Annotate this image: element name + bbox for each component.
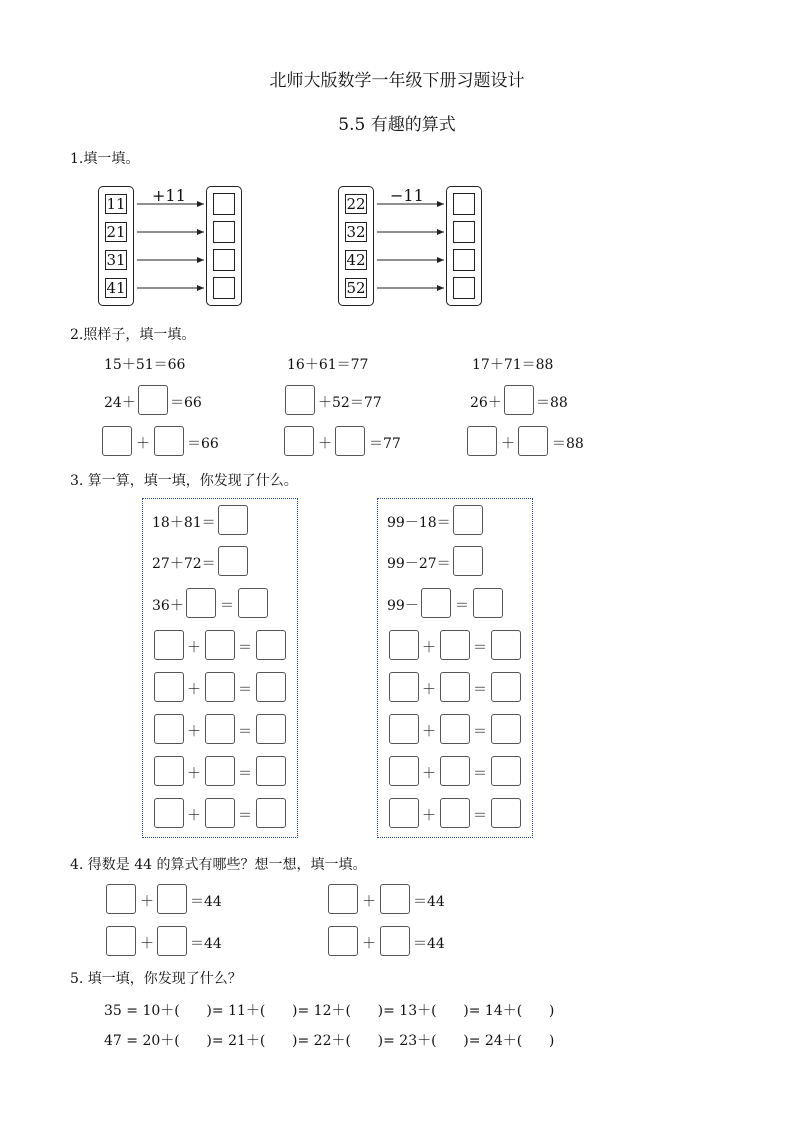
q1-left-input: 31 — [106, 251, 126, 269]
answer-box[interactable] — [186, 588, 216, 618]
equals-sign: ＝ — [238, 766, 252, 782]
answer-box[interactable] — [285, 385, 315, 415]
answer-box[interactable] — [453, 249, 475, 271]
answer-box[interactable] — [154, 672, 184, 702]
plus-sign: ＋ — [422, 808, 436, 824]
page-subtitle: 5.5 有趣的算式 — [338, 115, 456, 135]
q3-equation: 99－27＝ — [387, 556, 451, 572]
q1-left-input: 41 — [106, 279, 126, 297]
plus-sign: ＋ — [501, 436, 515, 452]
answer-box[interactable] — [491, 630, 521, 660]
answer-box[interactable] — [213, 277, 235, 299]
answer-box[interactable] — [389, 630, 419, 660]
answer-box[interactable] — [389, 756, 419, 786]
plus-sign: ＋ — [422, 682, 436, 698]
q4-result: ＝44 — [190, 936, 222, 952]
q3-equation: 27＋72＝ — [152, 556, 216, 572]
q2-result: ＝66 — [187, 436, 219, 452]
answer-box[interactable] — [504, 385, 534, 415]
q1-left-input: 21 — [106, 223, 126, 241]
q1-right-input: 22 — [346, 195, 366, 213]
q1-left-op: +11 — [152, 186, 186, 205]
q1-right-op: −11 — [390, 186, 424, 205]
answer-box[interactable] — [440, 756, 470, 786]
q5-line: 47 = 20＋( )= 21＋( )= 22＋( )= 23＋( )= 24＋( ) — [104, 1033, 555, 1049]
equals-sign: ＝ — [473, 682, 487, 698]
q5-line: 35 = 10＋( )= 11＋( )= 12＋( )= 13＋( )= 14＋( ) — [104, 1003, 555, 1019]
plus-sign: ＋ — [187, 640, 201, 656]
q2-result: ＝77 — [369, 436, 401, 452]
equals-sign: ＝ — [455, 598, 469, 614]
equals-sign: ＝ — [473, 766, 487, 782]
q1-right-input: 52 — [346, 279, 366, 297]
answer-box[interactable] — [453, 221, 475, 243]
answer-box[interactable] — [421, 588, 451, 618]
answer-box[interactable] — [213, 249, 235, 271]
answer-box[interactable] — [491, 798, 521, 828]
q4-result: ＝44 — [190, 894, 222, 910]
answer-box[interactable] — [102, 426, 132, 456]
q2-text: ＋52＝77 — [318, 395, 382, 411]
answer-box[interactable] — [380, 926, 410, 956]
q3-equation: 99－18＝ — [387, 515, 451, 531]
q1-left-arrows — [134, 190, 210, 300]
answer-box[interactable] — [491, 714, 521, 744]
equals-sign: ＝ — [220, 598, 234, 614]
answer-box[interactable] — [518, 426, 548, 456]
q1-right-arrows — [374, 190, 450, 300]
q2-text: ＝66 — [170, 395, 202, 411]
answer-box[interactable] — [453, 505, 483, 535]
q4-result: ＝44 — [413, 894, 445, 910]
answer-box[interactable] — [284, 426, 314, 456]
q2-result: ＝88 — [552, 436, 584, 452]
answer-box[interactable] — [335, 426, 365, 456]
q2-text: 24＋ — [104, 395, 136, 411]
answer-box[interactable] — [154, 714, 184, 744]
plus-sign: ＋ — [422, 640, 436, 656]
q1-left-input: 11 — [106, 195, 126, 213]
answer-box[interactable] — [138, 385, 168, 415]
q4-label: 4. 得数是 44 的算式有哪些？想一想，填一填。 — [70, 857, 367, 873]
answer-box[interactable] — [453, 277, 475, 299]
plus-sign: ＋ — [140, 936, 154, 952]
answer-box[interactable] — [205, 672, 235, 702]
q5-label: 5. 填一填，你发现了什么？ — [70, 971, 242, 987]
answer-box[interactable] — [213, 221, 235, 243]
q2-text: ＝88 — [536, 395, 568, 411]
answer-box[interactable] — [256, 630, 286, 660]
answer-box[interactable] — [157, 926, 187, 956]
answer-box[interactable] — [389, 798, 419, 828]
equals-sign: ＝ — [238, 808, 252, 824]
answer-box[interactable] — [154, 630, 184, 660]
answer-box[interactable] — [205, 630, 235, 660]
answer-box[interactable] — [205, 798, 235, 828]
plus-sign: ＋ — [136, 436, 150, 452]
answer-box[interactable] — [154, 426, 184, 456]
answer-box[interactable] — [106, 884, 136, 914]
q4-result: ＝44 — [413, 936, 445, 952]
answer-box[interactable] — [256, 714, 286, 744]
answer-box[interactable] — [154, 756, 184, 786]
q2-example: 16＋61＝77 — [287, 357, 369, 373]
equals-sign: ＝ — [238, 682, 252, 698]
answer-box[interactable] — [453, 546, 483, 576]
answer-box[interactable] — [154, 798, 184, 828]
answer-box[interactable] — [205, 756, 235, 786]
q1-label: 1.填一填。 — [70, 151, 140, 167]
answer-box[interactable] — [440, 798, 470, 828]
plus-sign: ＋ — [140, 894, 154, 910]
plus-sign: ＋ — [318, 436, 332, 452]
equals-sign: ＝ — [238, 724, 252, 740]
answer-box[interactable] — [256, 672, 286, 702]
plus-sign: ＋ — [187, 766, 201, 782]
answer-box[interactable] — [453, 193, 475, 215]
q1-right-input: 42 — [346, 251, 366, 269]
answer-box[interactable] — [389, 672, 419, 702]
answer-box[interactable] — [389, 714, 419, 744]
answer-box[interactable] — [467, 426, 497, 456]
answer-box[interactable] — [238, 588, 268, 618]
answer-box[interactable] — [106, 926, 136, 956]
plus-sign: ＋ — [422, 766, 436, 782]
answer-box[interactable] — [491, 756, 521, 786]
equals-sign: ＝ — [238, 640, 252, 656]
answer-box[interactable] — [440, 714, 470, 744]
answer-box[interactable] — [328, 926, 358, 956]
plus-sign: ＋ — [187, 724, 201, 740]
plus-sign: ＋ — [422, 724, 436, 740]
plus-sign: ＋ — [362, 894, 376, 910]
plus-sign: ＋ — [362, 936, 376, 952]
answer-box[interactable] — [213, 193, 235, 215]
answer-box[interactable] — [256, 756, 286, 786]
q3-label: 3. 算一算，填一填，你发现了什么。 — [70, 473, 298, 489]
q2-example: 15＋51＝66 — [104, 357, 186, 373]
plus-sign: ＋ — [187, 682, 201, 698]
answer-box[interactable] — [380, 884, 410, 914]
answer-box[interactable] — [440, 672, 470, 702]
equals-sign: ＝ — [473, 808, 487, 824]
page-title: 北师大版数学一年级下册习题设计 — [269, 71, 525, 91]
answer-box[interactable] — [218, 505, 248, 535]
plus-sign: ＋ — [187, 808, 201, 824]
equals-sign: ＝ — [473, 640, 487, 656]
answer-box[interactable] — [205, 714, 235, 744]
answer-box[interactable] — [473, 588, 503, 618]
q3-equation: 18＋81＝ — [152, 515, 216, 531]
q3-equation: 99－ — [387, 598, 419, 614]
answer-box[interactable] — [491, 672, 521, 702]
q3-equation: 36＋ — [152, 598, 184, 614]
answer-box[interactable] — [440, 630, 470, 660]
q1-right-input: 32 — [346, 223, 366, 241]
answer-box[interactable] — [218, 546, 248, 576]
q2-label: 2.照样子，填一填。 — [70, 327, 196, 343]
equals-sign: ＝ — [473, 724, 487, 740]
q2-example: 17＋71＝88 — [472, 357, 554, 373]
answer-box[interactable] — [256, 798, 286, 828]
q2-text: 26＋ — [470, 395, 502, 411]
answer-box[interactable] — [328, 884, 358, 914]
answer-box[interactable] — [157, 884, 187, 914]
